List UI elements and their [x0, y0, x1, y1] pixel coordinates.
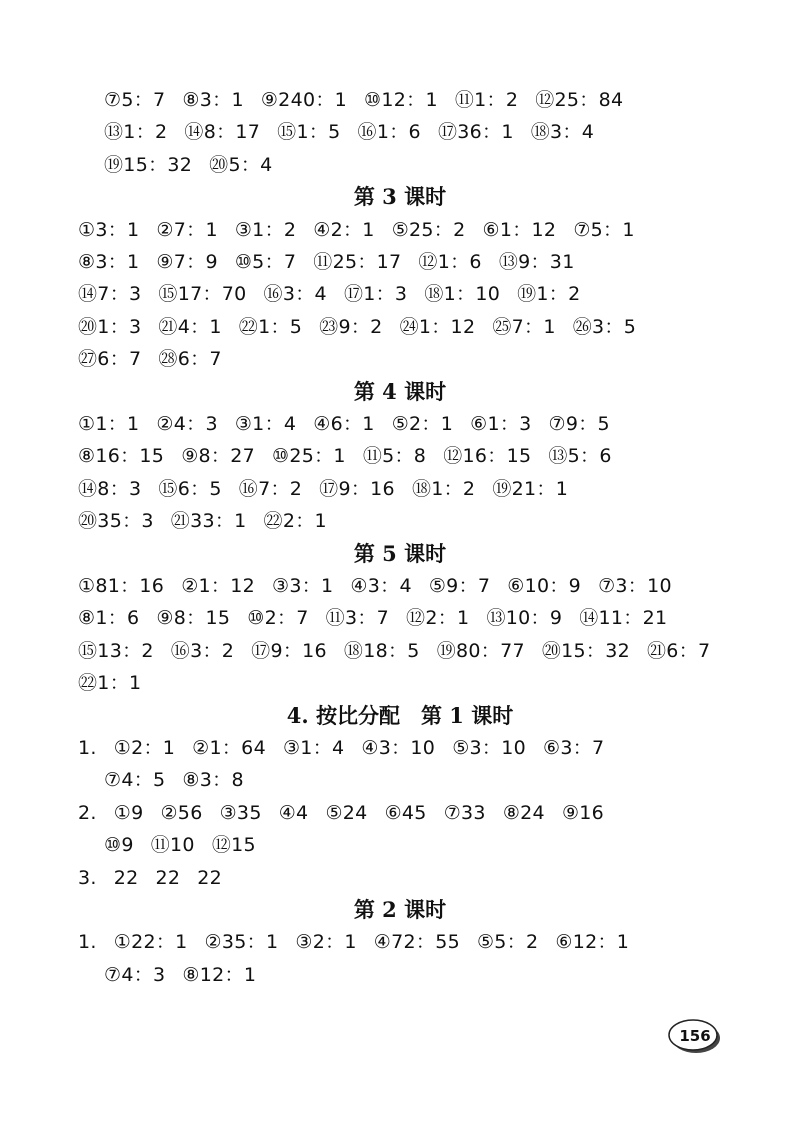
answer-item: ⑥45 [384, 801, 427, 824]
answer-item: ㉓9：2 [319, 315, 383, 338]
answer-item: ㉒2：1 [263, 510, 327, 533]
answer-item: 2. [78, 801, 97, 824]
answer-item: ④6：1 [313, 413, 375, 435]
answer-row [78, 343, 740, 375]
answer-item: ⑭8：17 [184, 121, 261, 144]
answer-item: ⑪3：7 [325, 607, 390, 630]
answer-item: ⑤3：10 [452, 737, 527, 759]
answer-row [78, 570, 740, 602]
answer-row [104, 959, 740, 991]
answer-item: ⑯1：6 [357, 121, 421, 144]
answer-row [78, 214, 740, 246]
answer-item: ⑮13：2 [78, 639, 154, 662]
answer-item: ②35：1 [204, 931, 279, 954]
answer-row [104, 764, 740, 796]
answer-item: ⑯3：2 [170, 639, 235, 662]
answer-item: ⑱3：4 [530, 121, 595, 144]
answer-item: ⑪25：17 [313, 251, 402, 273]
answer-item: ⑩25：1 [272, 445, 346, 468]
answer-row [78, 732, 740, 764]
answer-item: ⑩2：7 [247, 607, 309, 630]
answer-item: ⑰36：1 [437, 121, 514, 144]
answer-item: ⑦4：3 [104, 963, 166, 986]
answer-item: 3. [78, 866, 97, 889]
answer-item: ⑧1：6 [78, 607, 140, 630]
answer-row [78, 635, 740, 667]
answer-item: ⑱1：2 [411, 477, 476, 500]
answer-item: ③1：2 [234, 218, 297, 241]
answer-item: ⑤24 [325, 801, 368, 824]
answer-row [78, 473, 740, 505]
answer-item: ⑮1：5 [277, 121, 341, 144]
answer-item: ⑦33 [443, 801, 486, 824]
answer-item: ⑦5：1 [573, 218, 635, 241]
answer-item: ⑤9：7 [428, 575, 491, 597]
answer-row [104, 116, 740, 148]
answer-item: ⑥1：12 [482, 218, 557, 241]
answer-item: ⑩12：1 [364, 89, 438, 111]
answer-item: ⑬5：6 [548, 445, 612, 468]
answer-item: ⑳35：3 [78, 510, 154, 533]
answer-item: ①22：1 [113, 931, 188, 954]
answer-item: ⑤25：2 [391, 218, 466, 241]
answer-item: ⑦3：10 [598, 575, 672, 597]
answer-item: ①2：1 [113, 737, 176, 759]
answer-item: ㉑6：7 [647, 639, 711, 662]
answer-item: ⑱1：10 [424, 283, 501, 306]
answer-row [78, 862, 740, 894]
answer-item: ①1：1 [78, 413, 140, 435]
answer-item: ⑲21：1 [492, 477, 569, 500]
answer-item: ⑪5：8 [362, 445, 427, 468]
answer-item: ⑲80：77 [436, 639, 525, 662]
answer-row [104, 149, 740, 181]
answer-item: ⑳5：4 [209, 153, 273, 176]
section-heading: 第 4 课时 [353, 378, 447, 404]
answer-row [78, 602, 740, 634]
answer-item: ③35 [219, 801, 262, 824]
answer-item: ③3：1 [272, 575, 334, 597]
answer-row [78, 667, 740, 699]
answer-item: ②1：64 [192, 737, 266, 759]
answer-item: ⑤5：2 [476, 931, 539, 954]
answer-item: ⑥3：7 [543, 737, 605, 759]
answer-item: ④72：55 [373, 931, 460, 954]
answer-item: ⑲1：2 [517, 283, 581, 306]
answer-item: ⑭11：21 [579, 607, 668, 630]
answer-item: ④3：10 [361, 737, 436, 759]
answer-item: ⑫1：6 [418, 251, 482, 273]
answer-item: ②4：3 [156, 413, 218, 435]
answer-item: ⑭7：3 [78, 283, 142, 306]
answer-item: ⑦9：5 [548, 413, 610, 435]
answer-item: ⑩9 [104, 834, 134, 857]
answer-row [78, 926, 740, 958]
answer-item: ㉖3：5 [572, 315, 637, 338]
answer-item: ⑫16：15 [443, 445, 532, 468]
answer-item: ㉑33：1 [170, 510, 247, 533]
answer-item: ㉔1：12 [399, 315, 476, 338]
answer-item: 22 [197, 866, 223, 889]
answer-item: ㉒1：1 [78, 672, 142, 695]
answer-item: ⑲15：32 [104, 153, 193, 176]
answer-item: 1. [78, 737, 97, 759]
answer-item: ①3：1 [78, 218, 140, 241]
answer-row [78, 278, 740, 310]
section-heading: 第 2 课时 [353, 897, 447, 922]
answer-item: ⑨8：27 [181, 445, 255, 468]
answer-item: ⑥10：9 [507, 575, 582, 597]
answer-item: ⑥12：1 [555, 931, 630, 954]
answer-item: ③1：4 [282, 737, 345, 759]
answer-row [78, 408, 740, 440]
answer-row [78, 246, 740, 278]
answer-item: ⑫15 [211, 834, 256, 857]
answer-item: ②7：1 [156, 218, 218, 241]
answer-item: ⑬1：2 [104, 121, 168, 144]
answer-item: ⑨8：15 [156, 607, 231, 630]
answer-item: ㉕7：1 [492, 315, 556, 338]
answer-item: ⑧3：1 [78, 251, 140, 273]
answer-item: 22 [113, 866, 139, 889]
answer-item: ⑳15：32 [541, 639, 630, 662]
answer-item: ⑦4：5 [104, 769, 166, 792]
answer-item: ④2：1 [313, 218, 375, 241]
answer-item: ③1：4 [234, 413, 297, 435]
answer-item: ⑨16 [561, 801, 605, 824]
answer-item: ⑯3：4 [263, 283, 327, 306]
section-heading: 第 5 课时 [353, 540, 447, 566]
answer-item: ⑧16：15 [78, 445, 165, 468]
answer-item: ⑰9：16 [251, 639, 327, 662]
answer-row [104, 84, 740, 116]
answer-item: ⑰1：3 [343, 283, 408, 306]
answer-item: ⑤2：1 [391, 413, 454, 435]
answer-item: ⑯7：2 [238, 477, 303, 500]
answer-item: ⑱18：5 [343, 639, 420, 662]
answer-row [78, 311, 740, 343]
answer-item: ㉗6：7 [78, 348, 142, 371]
answer-item: ①81：16 [78, 575, 165, 597]
answer-item: ⑭8：3 [78, 477, 142, 500]
answer-item: ⑨7：9 [156, 251, 218, 273]
answer-item: ⑦5：7 [104, 89, 166, 111]
answer-item: ⑰9：16 [319, 477, 395, 500]
answer-item: 22 [155, 866, 181, 889]
answer-item: ⑪10 [150, 834, 195, 857]
answer-item: ⑩5：7 [234, 251, 297, 273]
answer-item: ㉒1：5 [238, 315, 303, 338]
answer-item: ⑫2：1 [406, 607, 470, 630]
answer-item: ⑥1：3 [470, 413, 532, 435]
answer-item: ②1：12 [181, 575, 255, 597]
answer-item: ⑳1：3 [78, 315, 142, 338]
answer-item: ㉑4：1 [158, 315, 222, 338]
answer-item: ⑧12：1 [182, 963, 257, 986]
answer-item: ④3：4 [350, 575, 412, 597]
section-heading: 4. 按比分配 第 1 课时 [286, 702, 514, 728]
answer-item: ⑮6：5 [158, 477, 222, 500]
answer-item: 1. [78, 931, 97, 954]
answer-item: ㉘6：7 [158, 348, 222, 371]
page-number: 156 [679, 1027, 711, 1045]
answer-item: ⑬10：9 [486, 607, 563, 630]
answer-row [78, 505, 740, 537]
answer-item: ②56 [160, 801, 203, 824]
answer-item: ③2：1 [295, 931, 357, 954]
section-heading: 第 3 课时 [353, 184, 447, 210]
answer-item: ⑮17：70 [158, 283, 247, 306]
answer-item: ⑪1：2 [454, 89, 519, 111]
answer-item: ①9 [113, 801, 144, 824]
answer-row [104, 829, 740, 861]
answer-item: ⑧3：1 [182, 89, 244, 111]
answer-row [78, 440, 740, 472]
answer-item: ⑧3：8 [182, 769, 244, 792]
answer-row [78, 797, 740, 829]
answer-item: ⑫25：84 [535, 89, 624, 111]
answer-item: ⑬9：31 [498, 251, 575, 273]
answer-item: ⑨240：1 [260, 89, 348, 111]
answer-item: ⑧24 [502, 801, 545, 824]
answer-item: ④4 [278, 801, 309, 824]
